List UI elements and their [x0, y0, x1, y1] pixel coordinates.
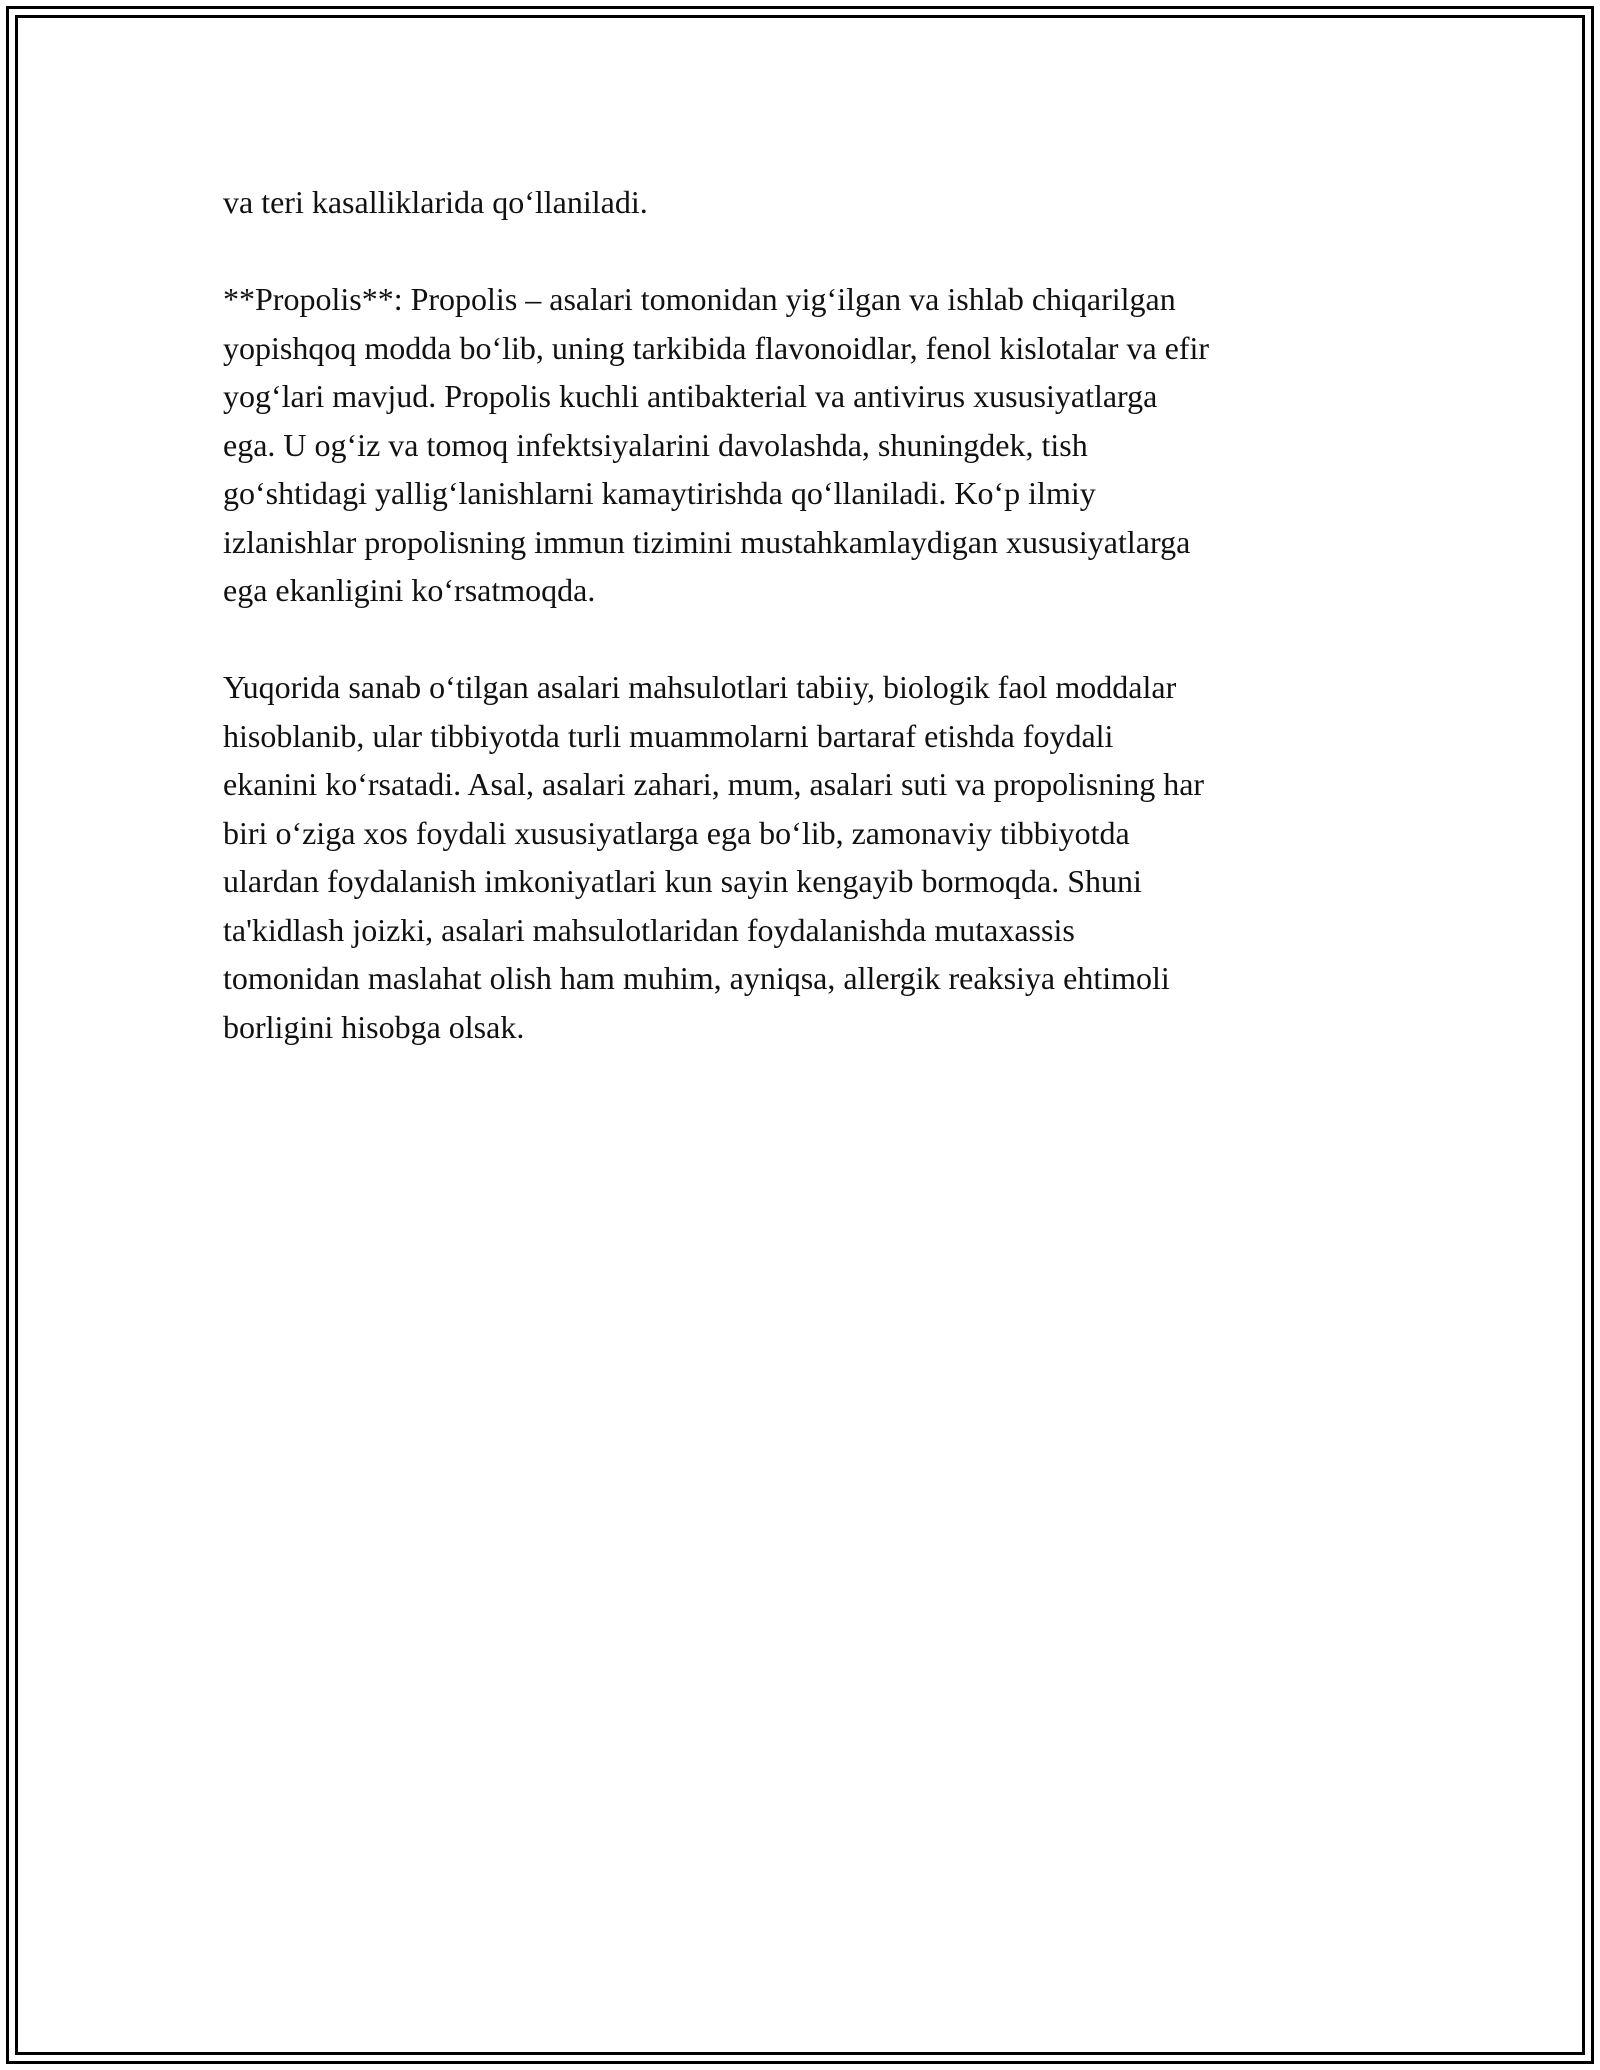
paragraph-gap: [223, 615, 1383, 664]
paragraph-gap: [223, 227, 1383, 276]
text-line: biri o‘ziga xos foydali xususiyatlarga ega bo‘lib, zamonaviy tibbiyotda: [223, 814, 1130, 851]
text-line: tomonidan maslahat olish ham muhim, ayniqsa, allergik reaksiya ehtimoli: [223, 960, 1170, 996]
paragraph-conclusion: [223, 663, 1383, 1051]
text-line: va teri kasalliklarida qo‘llaniladi.: [223, 184, 648, 220]
text-line: ega. U og‘iz va tomoq infektsiyalarini davolashda, shuningdek, tish: [223, 426, 1088, 463]
text-line: ta'kidlash joizki, asalari mahsulotlaridan foydalanishda mutaxassis: [223, 911, 1075, 948]
text-line: Yuqorida sanab o‘tilgan asalari mahsulotlari tabiiy, biologik faol moddalar: [223, 669, 1177, 705]
text-line: ekanini ko‘rsatadi. Asal, asalari zahari, mum, asalari suti va propolisning har: [223, 766, 1205, 802]
text-line: hisoblanib, ular tibbiyotda turli muammolarni bartaraf etishda foydali: [223, 717, 1114, 754]
text-line: izlanishlar propolisning immun tizimini mustahkamlaydigan xususiyatlarga: [223, 523, 1191, 560]
text-line: yog‘lari mavjud. Propolis kuchli antibakterial va antivirus xususiyatlarga: [223, 378, 1158, 414]
text-line: **Propolis**: Propolis – asalari tomonidan yig‘ilgan va ishlab chiqarilgan: [223, 281, 1176, 317]
text-line: ulardan foydalanish imkoniyatlari kun sayin kengayib bormoqda. Shuni: [223, 863, 1142, 899]
document-body: [223, 178, 1383, 1051]
text-line: go‘shtidagi yallig‘lanishlarni kamaytirishda qo‘llaniladi. Ko‘p ilmiy: [223, 475, 1096, 511]
paragraph-continuation: [223, 178, 1383, 227]
text-line: yopishqoq modda bo‘lib, uning tarkibida flavonoidlar, fenol kislotalar va efir: [223, 329, 1210, 366]
text-line: borligini hisobga olsak.: [223, 1008, 525, 1045]
paragraph-propolis: [223, 275, 1383, 615]
text-line: ega ekanligini ko‘rsatmoqda.: [223, 572, 596, 608]
